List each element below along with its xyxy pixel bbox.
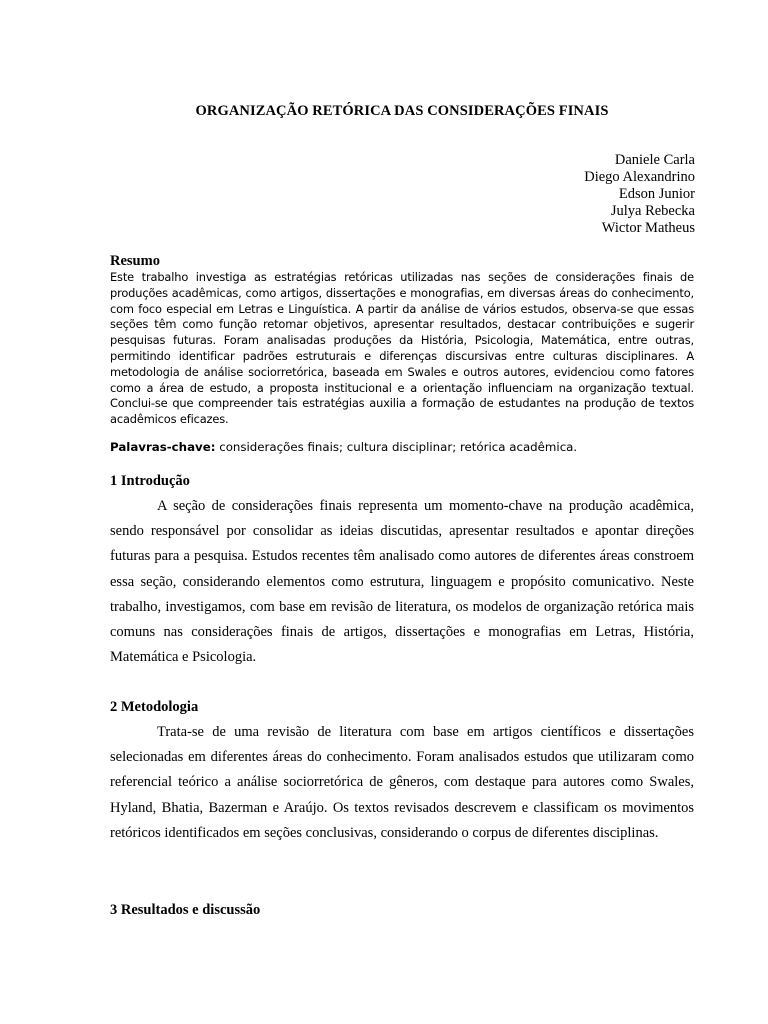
section-heading-metodologia: 2 Metodologia	[110, 699, 199, 715]
author-name: Julya Rebecka	[610, 203, 695, 219]
section-heading-introducao: 1 Introdução	[110, 473, 190, 489]
author-list	[584, 152, 695, 237]
section-paragraph-introducao: A seção de considerações finais representa um momento-chave na produção acadêmica, sendo responsável por consolidar as ideias discutidas, apresentar resultados e apontar direções futuras para a pesquisa. Estudos recentes têm analisado como autores de diferentes áreas constroem essa seção, considerando elementos como estrutura, linguagem e propósito comunicativo. Neste trabalho, investigamos, com base em revisão de literatura, os modelos de organização retórica mais comuns nas considerações finais de artigos, dissertações e monografias em Letras, História, Matemática e Psicologia.	[110, 498, 694, 666]
section-paragraph-metodologia: Trata-se de uma revisão de literatura com base em artigos científicos e dissertações selecionadas em diferentes áreas do conhecimento. Foram analisados estudos que utilizaram como referencial teórico a análise sociorretórica de gêneros, com destaque para autores como Swales, Hyland, Bhatia, Bazerman e Araújo. Os textos revisados descrevem e classificam os movimentos retóricos identificados em seções conclusivas, considerando o corpus de diferentes disciplinas.	[110, 724, 694, 841]
abstract-heading: Resumo	[110, 253, 160, 269]
abstract-text: Este trabalho investiga as estratégias retóricas utilizadas nas seções de considerações finais de produções acadêmicas, como artigos, dissertações e monografias, em diversas áreas do conhecimento, com foco especial em Letras e Linguística. A partir da análise de vários estudos, observa-se que essas seções têm como função retomar objetivos, apresentar resultados, destacar contribuições e sugerir pesquisas futuras. Foram analisadas produções da História, Psicologia, Matemática, entre outras, permitindo identificar padrões estruturais e diferenças discursivas entre culturas disciplinares. A metodologia de análise sociorretórica, baseada em Swales e outros autores, evidenciou como fatores como a área de estudo, a proposta institucional e a orientação influenciam na organização textual. Conclui-se que compreender tais estratégias auxilia a formação de estudantes na produção de textos acadêmicos eficazes.	[110, 270, 694, 427]
keywords-text: considerações finais; cultura disciplinar; retórica acadêmica.	[219, 440, 578, 454]
section-heading-resultados: 3 Resultados e discussão	[110, 902, 261, 918]
author-name: Wictor Matheus	[601, 220, 695, 236]
keywords-line	[110, 439, 700, 455]
author-name: Diego Alexandrino	[584, 169, 695, 185]
author-name: Daniele Carla	[614, 152, 695, 168]
author-name: Edson Junior	[618, 186, 695, 202]
paper-title: ORGANIZAÇÃO RETÓRICA DAS CONSIDERAÇÕES FINAIS	[195, 103, 609, 119]
keywords-label: Palavras-chave:	[110, 440, 216, 454]
